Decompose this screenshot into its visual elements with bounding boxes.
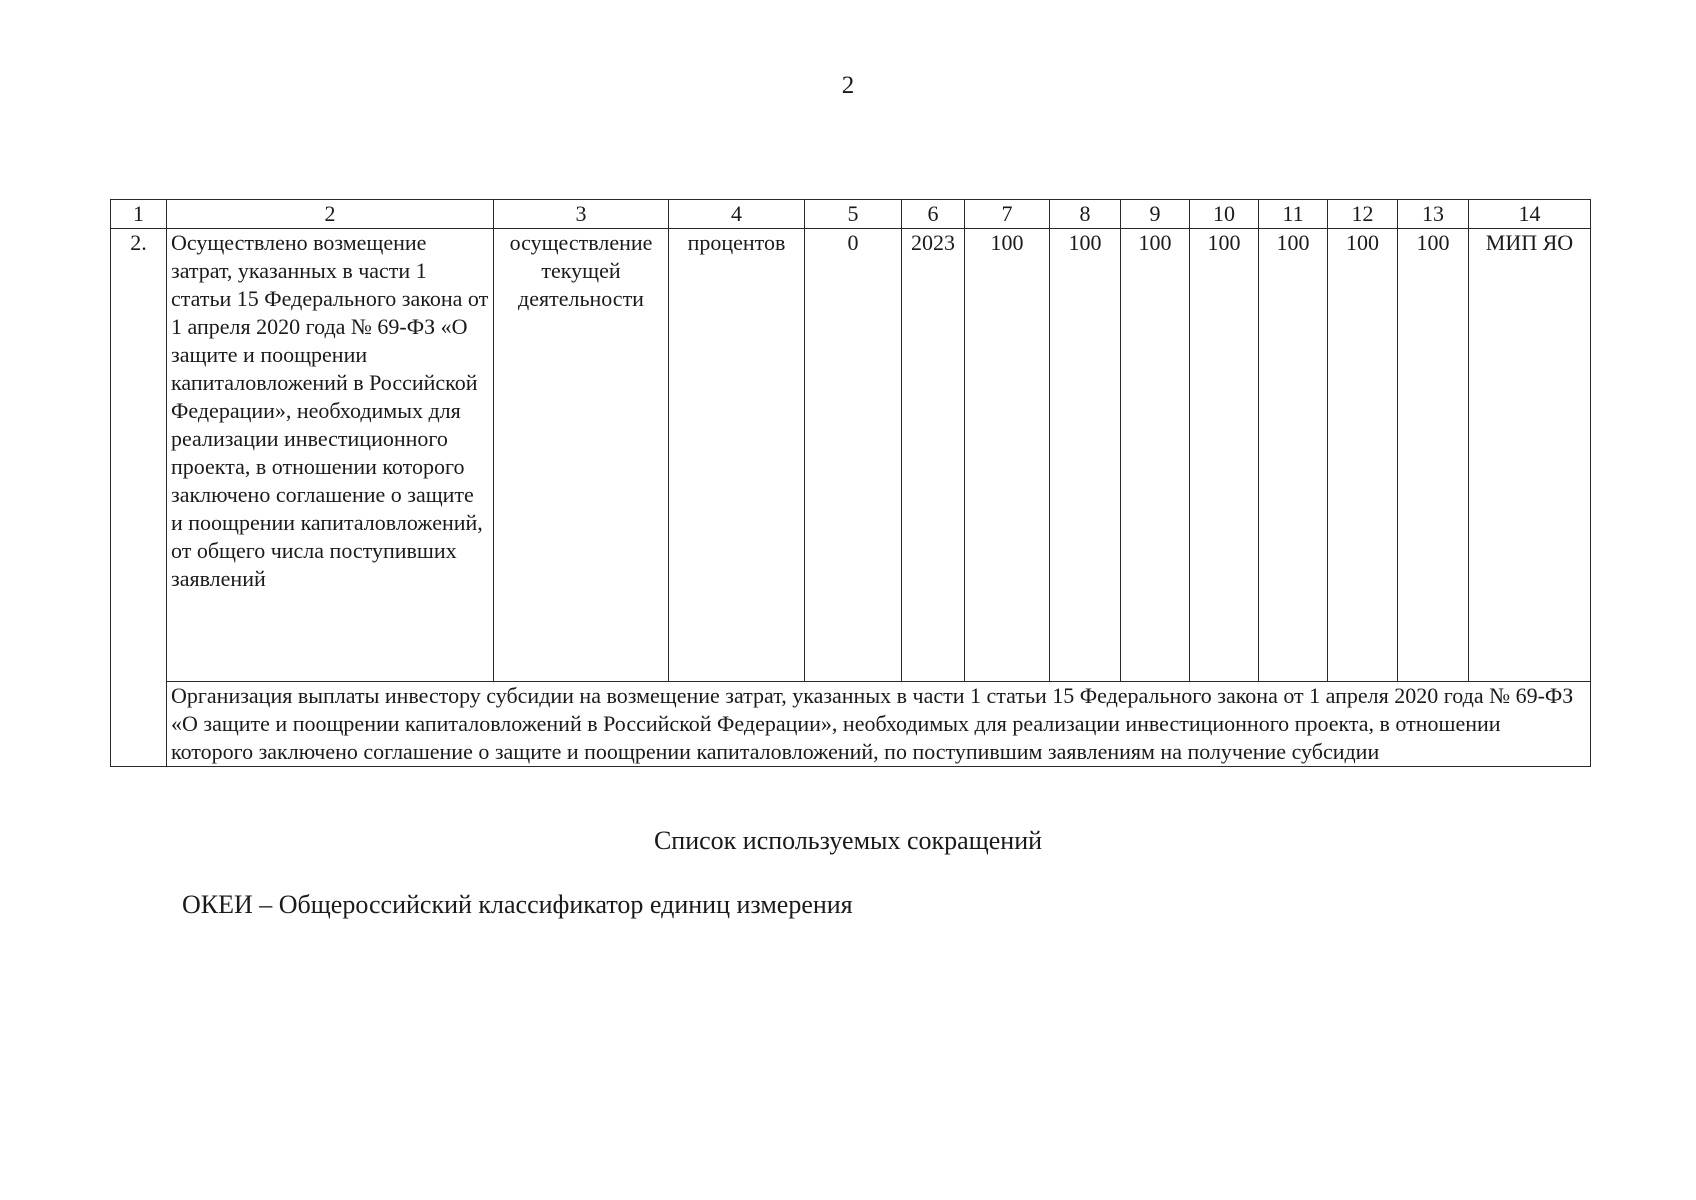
header-cell: 9 [1121, 200, 1190, 229]
value-col-9: 100 [1121, 229, 1190, 682]
indicator-name: Осуществлено возмещение затрат, указанных в части 1 статьи 15 Федерального закона от 1 апреля 2020 года № 69-ФЗ «О защите и поощрении капиталовложений в Российской Федерации», необходимых для реализации инвестиционного проекта, в отношении которого заключено соглашение о защите и поощрении капиталовложений, от общего числа поступивших заявлений [167, 229, 494, 682]
unit-of-measure: процентов [669, 229, 805, 682]
table-row [111, 229, 1591, 682]
value-col-10: 100 [1190, 229, 1259, 682]
table-header-row [111, 200, 1591, 229]
header-cell: 5 [805, 200, 902, 229]
header-cell: 13 [1398, 200, 1469, 229]
header-cell: 8 [1050, 200, 1121, 229]
value-col-11: 100 [1259, 229, 1328, 682]
header-cell: 3 [494, 200, 669, 229]
page-number: 2 [841, 72, 855, 99]
header-cell: 4 [669, 200, 805, 229]
abbreviation-item: ОКЕИ – Общероссийский классификатор единиц измерения [182, 890, 853, 919]
value-col-8: 100 [1050, 229, 1121, 682]
header-cell: 7 [965, 200, 1050, 229]
indicator-type: осуществление текущей деятельности [494, 229, 669, 682]
value-col-12: 100 [1328, 229, 1398, 682]
header-cell: 11 [1259, 200, 1328, 229]
header-cell: 6 [902, 200, 965, 229]
row-number: 2. [111, 229, 167, 767]
measure-description: Организация выплаты инвестору субсидии на возмещение затрат, указанных в части 1 статьи 15 Федерального закона от 1 апреля 2020 года № 69-ФЗ «О защите и поощрении капиталовложений в Российской Федерации», необходимых для реализации инвестиционного проекта, в отношении которого заключено соглашение о защите и поощрении капиталовложений, по поступившим заявлениям на получение субсидии [167, 682, 1591, 767]
base-year: 2023 [902, 229, 965, 682]
base-value: 0 [805, 229, 902, 682]
header-cell: 12 [1328, 200, 1398, 229]
header-cell: 2 [167, 200, 494, 229]
header-cell: 10 [1190, 200, 1259, 229]
responsible-body: МИП ЯО [1469, 229, 1591, 682]
value-col-13: 100 [1398, 229, 1469, 682]
header-cell: 1 [111, 200, 167, 229]
value-col-7: 100 [965, 229, 1050, 682]
header-cell: 14 [1469, 200, 1591, 229]
abbreviations-title: Список используемых сокращений [653, 826, 1043, 855]
table-note-row [111, 682, 1591, 767]
indicators-table [110, 199, 1591, 767]
